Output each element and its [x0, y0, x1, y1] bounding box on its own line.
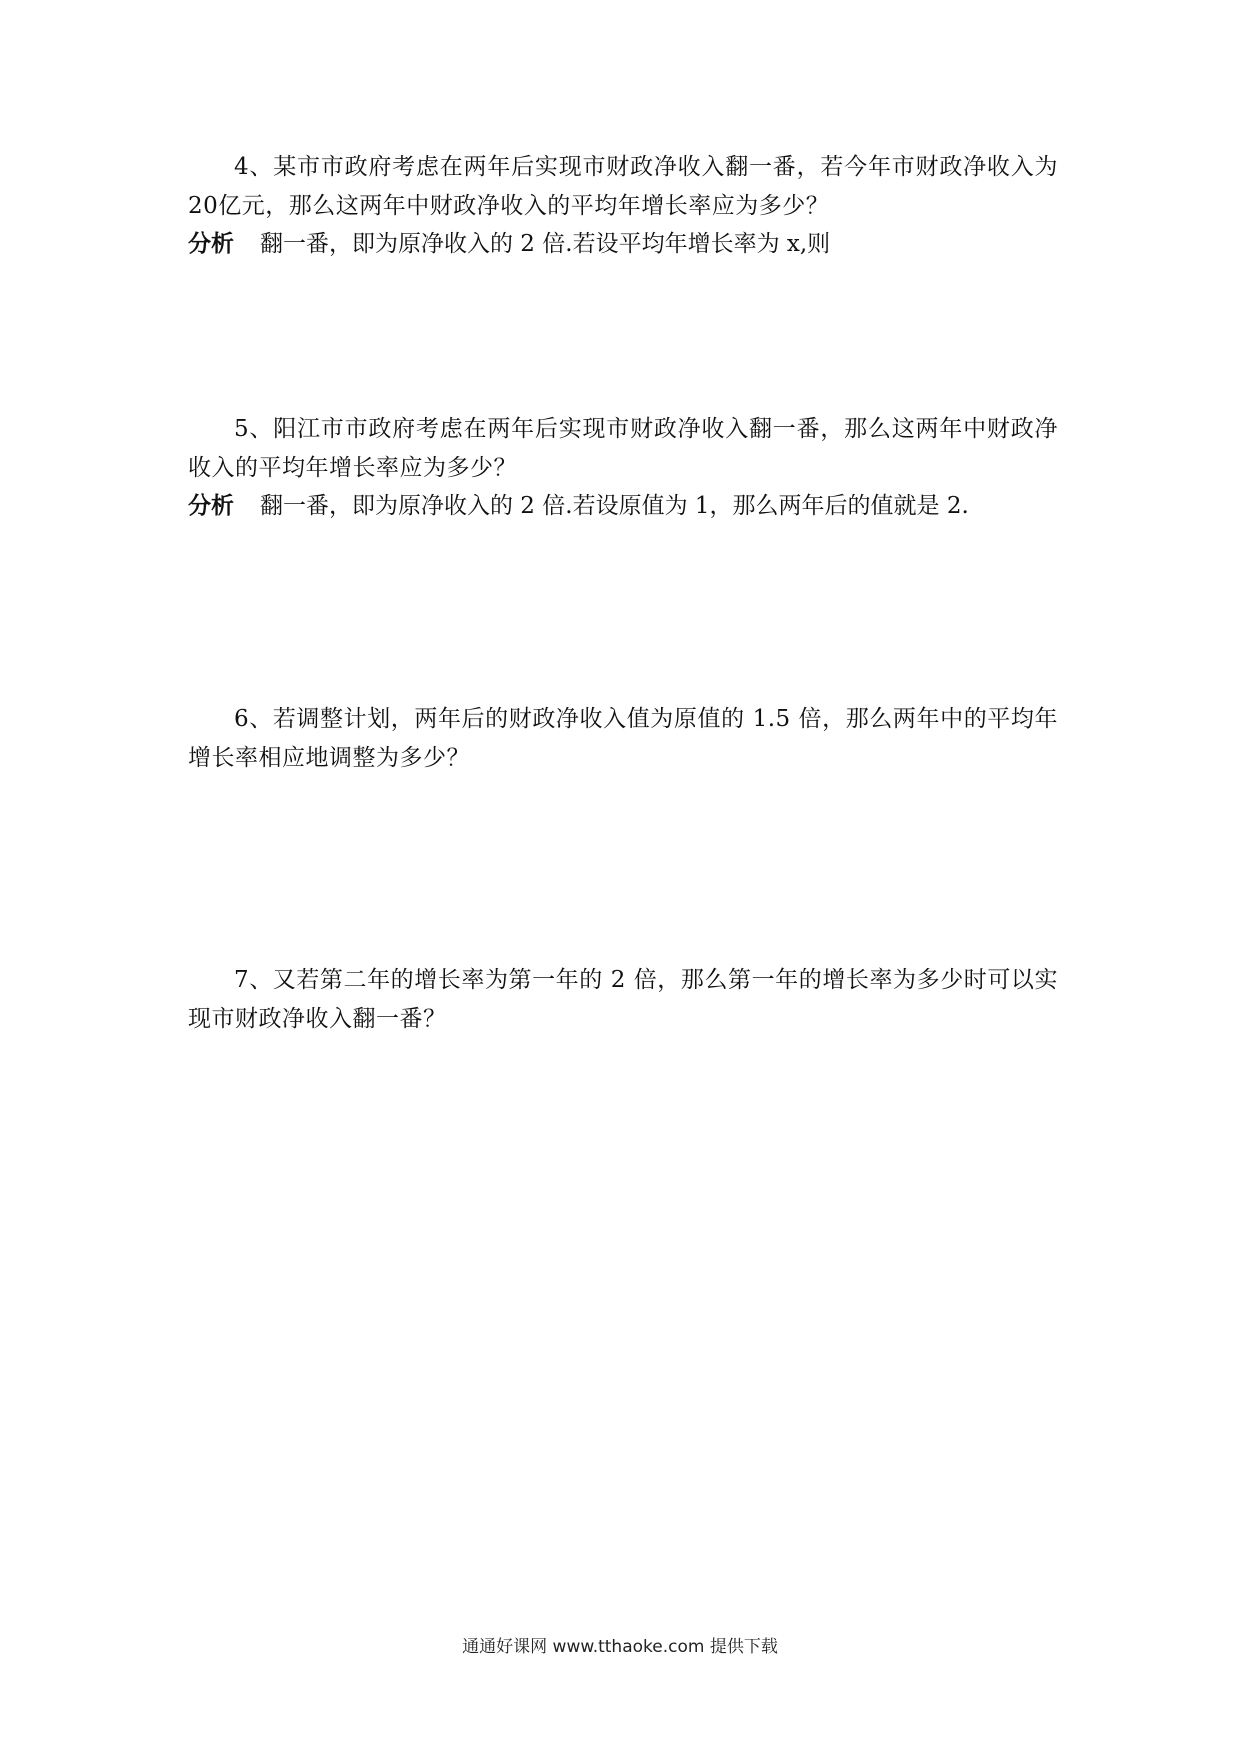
- page-footer: 通通好课网 www.tthaoke.com 提供下载: [462, 1637, 778, 1657]
- problem-4-text: 4、某市市政府考虑在两年后实现市财政净收入翻一番，若今年市财政净收入为20亿元，那么这两年中财政净收入的平均年增长率应为多少？: [188, 154, 1058, 219]
- analysis-text: 翻一番，即为原净收入的 2 倍.若设原值为 1，那么两年后的值就是 2.: [260, 493, 969, 519]
- analysis-text: 翻一番，即为原净收入的 2 倍.若设平均年增长率为 x,则: [260, 231, 831, 257]
- problem-5-text: 5、阳江市市政府考虑在两年后实现市财政净收入翻一番，那么这两年中财政净收入的平均年增长率应为多少？: [188, 416, 1058, 481]
- problem-7: [188, 961, 1058, 1039]
- problem-7-text: 7、又若第二年的增长率为第一年的 2 倍，那么第一年的增长率为多少时可以实现市财政净收入翻一番？: [188, 967, 1058, 1032]
- analysis-label: 分析: [188, 231, 234, 257]
- problem-6: [188, 700, 1058, 778]
- problem-4: [188, 148, 1058, 262]
- problem-5-analysis: [188, 488, 1058, 524]
- problem-6-text: 6、若调整计划，两年后的财政净收入值为原值的 1.5 倍，那么两年中的平均年增长率相应地调整为多少？: [188, 706, 1058, 771]
- problem-4-analysis: [188, 226, 1058, 262]
- analysis-label: 分析: [188, 493, 234, 519]
- problem-5: [188, 410, 1058, 524]
